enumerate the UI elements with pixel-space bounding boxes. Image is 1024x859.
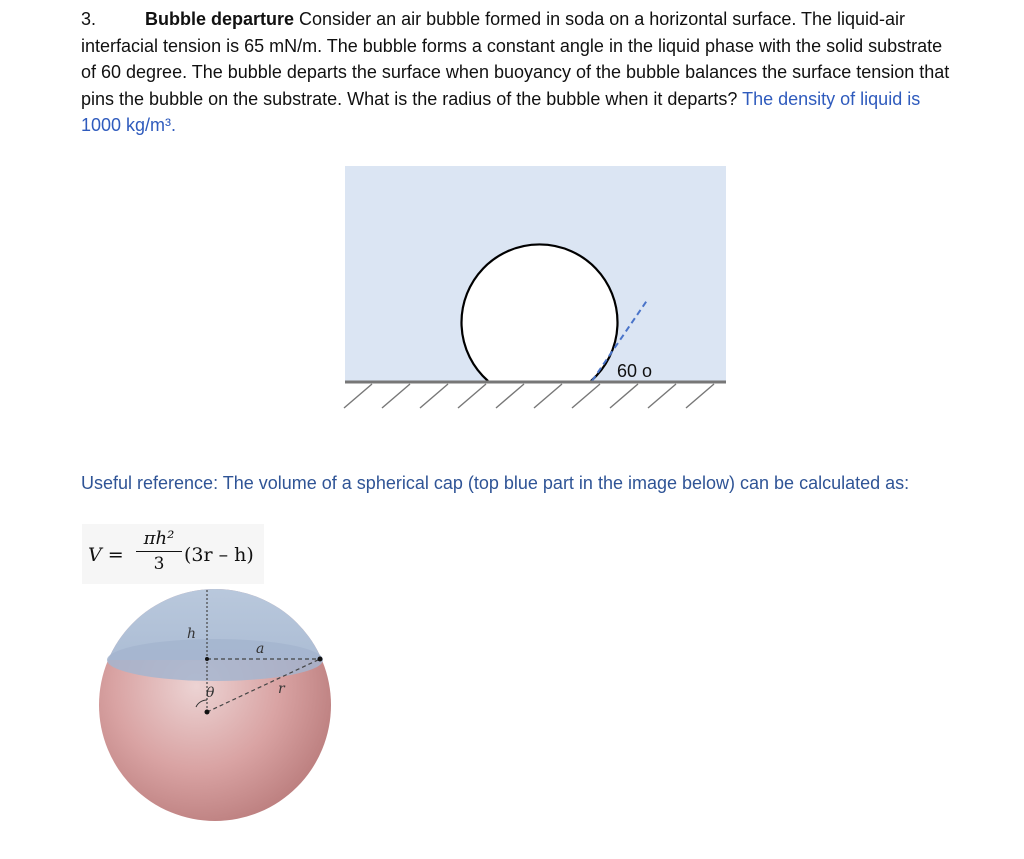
cap-base-disk: [107, 639, 323, 681]
problem-body: Consider an air bubble formed in soda on a horizontal surface. The liquid-air interfacial tension is 65 mN/m. The bubble forms a constant angle in the liquid phase with the solid substrate of 60 degree. The bubble departs the surface when buoyancy of the bubble balances the surface tension that pins the bubble on the substrate. What is the radius of the bubble when it departs?: [81, 9, 950, 109]
problem-title: Bubble departure: [145, 9, 295, 29]
cap-center-point: [205, 657, 209, 661]
sphere-center-point: [205, 710, 210, 715]
contact-angle-label: 60 o: [617, 361, 653, 381]
label-theta: θ: [206, 685, 215, 701]
formula-denominator: 3: [153, 554, 165, 574]
rim-point: [318, 657, 323, 662]
problem-number: 3.: [81, 9, 97, 29]
reference-text: Useful reference: The volume of a spherical cap (top blue part in the image below) can be calculated as:: [81, 473, 910, 493]
label-r: r: [278, 681, 285, 697]
formula-numerator: πh²: [143, 528, 175, 549]
formula-lhs: V =: [88, 544, 124, 566]
label-a: a: [256, 641, 265, 657]
density-note: The density of liquid is 1000 kg/m³.: [81, 88, 921, 135]
formula-rhs: (3r – h): [184, 544, 254, 566]
label-h: h: [187, 626, 197, 642]
